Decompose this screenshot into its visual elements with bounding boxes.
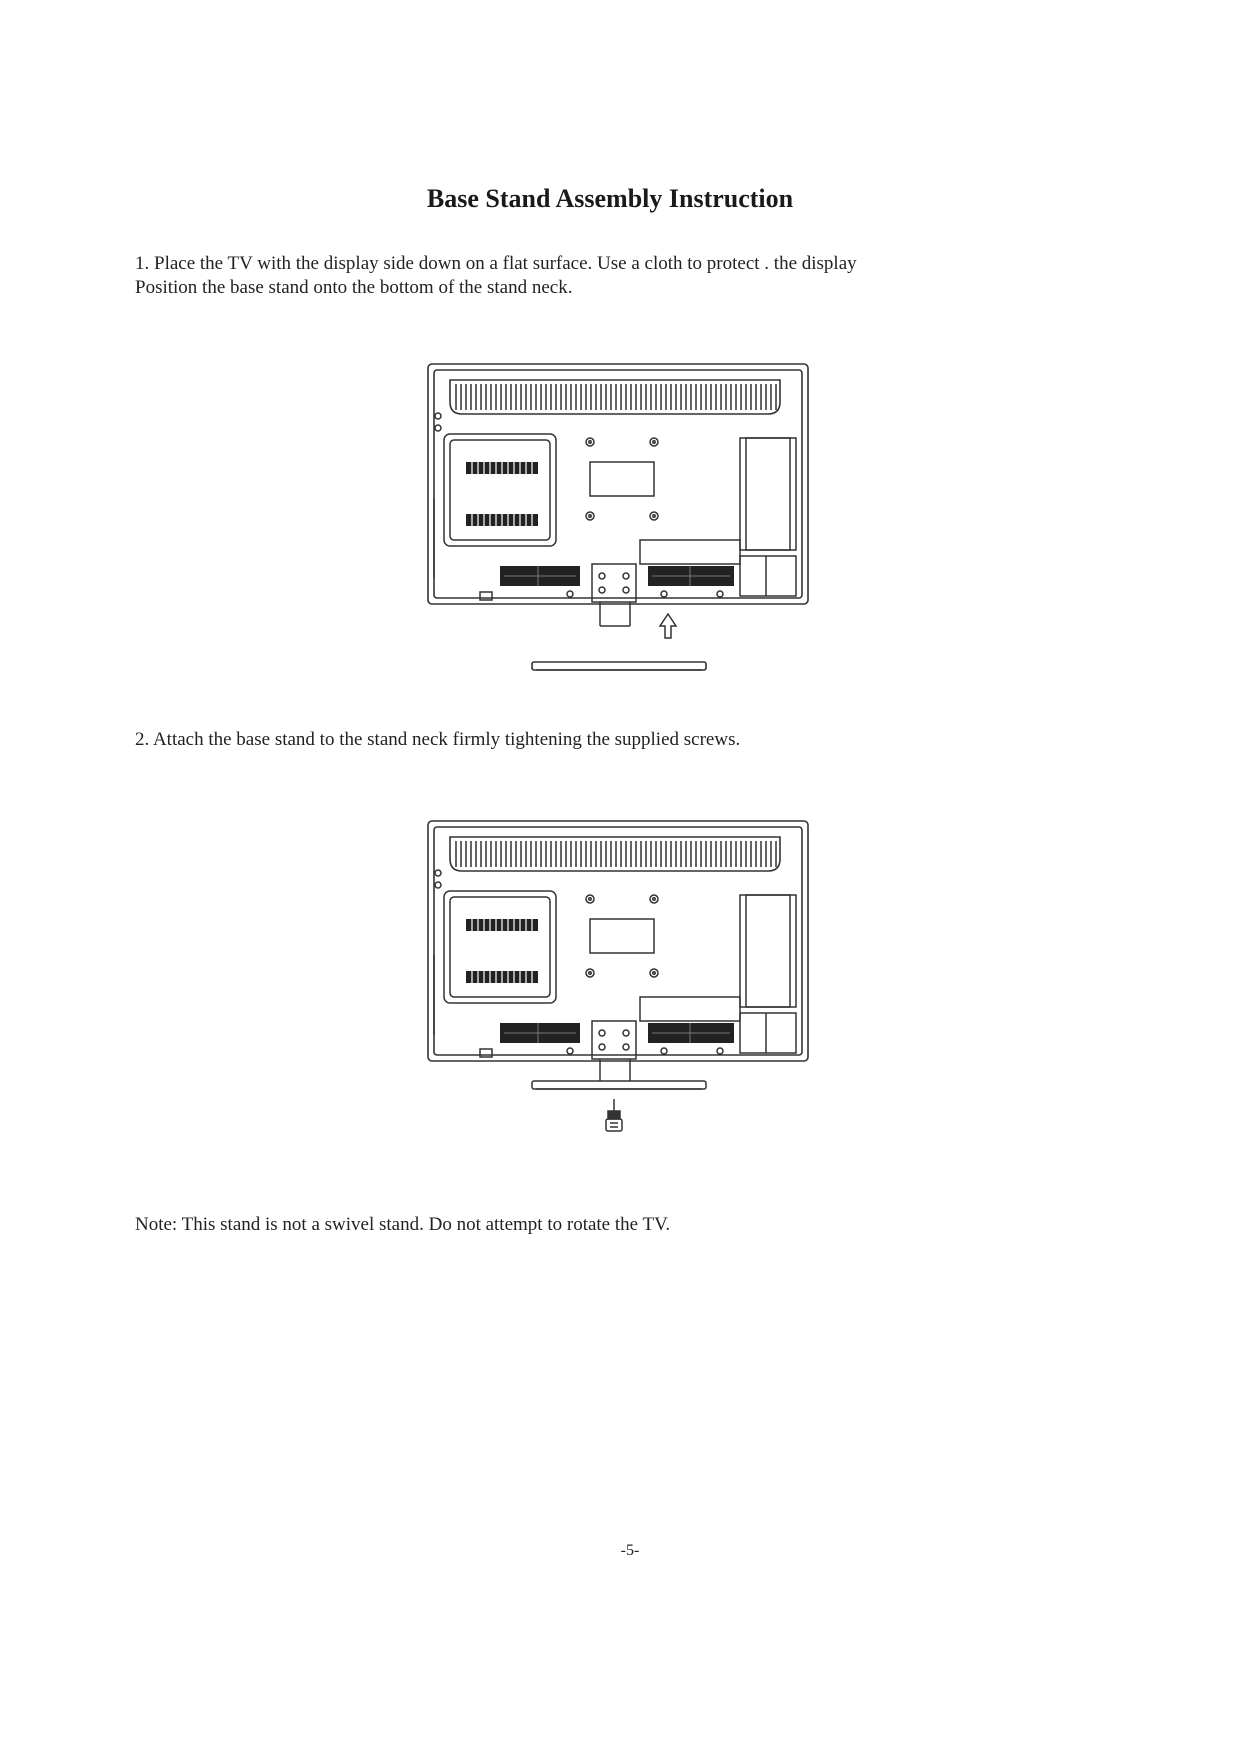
step-1-text-line-2: Position the base stand onto the bottom of the stand neck. xyxy=(135,277,573,298)
base-stand xyxy=(532,662,706,670)
vesa-plate xyxy=(590,919,654,953)
figure-step-1-tv-back-with-stand xyxy=(420,358,840,678)
note-text: Note: This stand is not a swivel stand. Do not attempt to rotate the TV. xyxy=(135,1214,671,1235)
up-arrow-icon xyxy=(660,614,676,638)
page-title: Base Stand Assembly Instruction xyxy=(426,184,794,213)
figure-step-2-stand-attached xyxy=(420,815,840,1145)
stand-neck xyxy=(592,564,636,602)
base-stand xyxy=(532,1081,706,1089)
stand-neck xyxy=(592,1021,636,1059)
right-block xyxy=(740,895,796,1007)
screwdriver-icon xyxy=(606,1099,622,1131)
step-1-text-line-1: 1. Place the TV with the display side down on a flat surface. Use a cloth to protect . the display xyxy=(135,253,857,274)
page-number: -5- xyxy=(620,1542,640,1559)
left-panel xyxy=(444,891,556,1003)
step-2-text: 2. Attach the base stand to the stand neck firmly tightening the supplied screws. xyxy=(135,729,741,750)
right-block xyxy=(740,438,796,550)
vesa-plate xyxy=(590,462,654,496)
left-panel xyxy=(444,434,556,546)
